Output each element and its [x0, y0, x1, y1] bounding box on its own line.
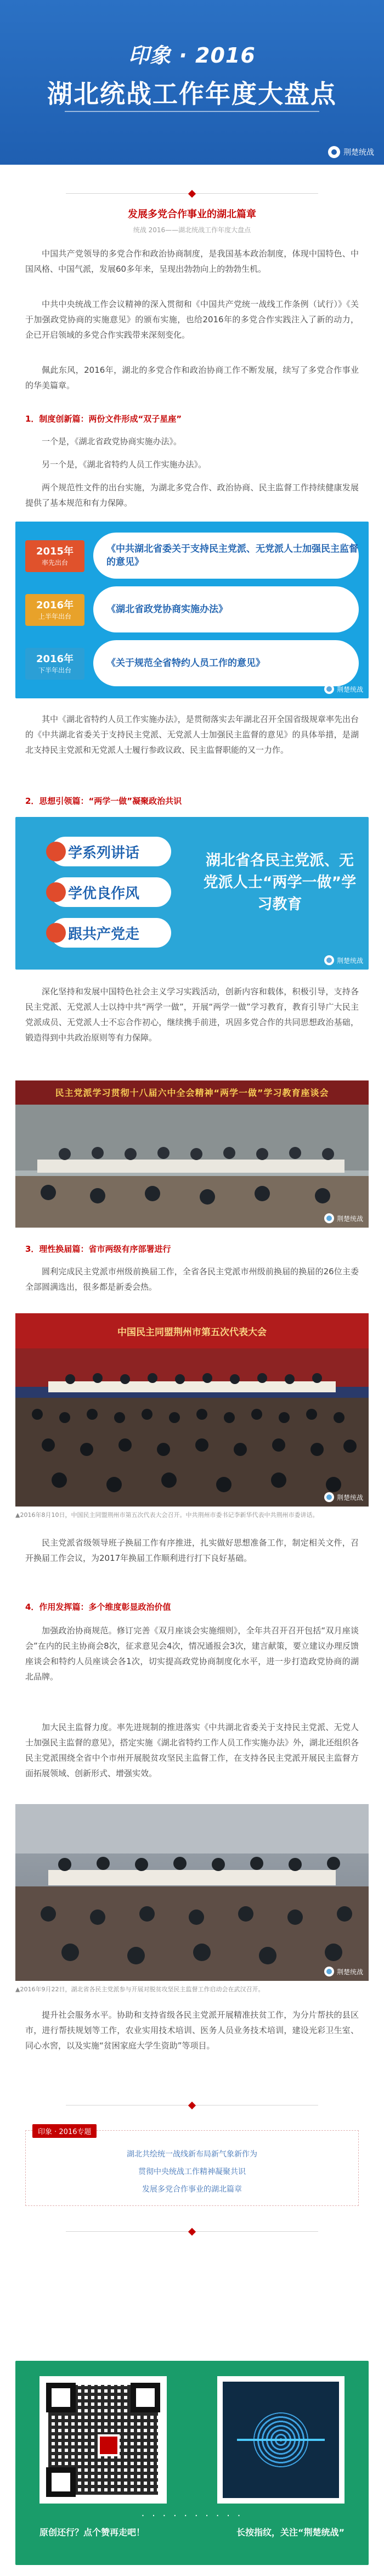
hall-banner: 中国民主同盟荆州市第五次代表大会 — [15, 1313, 369, 1348]
related-link-2[interactable]: 贯彻中央统战工作精神凝聚共识 — [138, 2168, 246, 2176]
related-link-3[interactable]: 发展多党合作事业的湖北篇章 — [142, 2185, 242, 2194]
meeting-scene — [15, 1804, 369, 1981]
image-badge: 荆楚统战 — [324, 1492, 363, 1502]
section-label-1: 1．制度创新篇：两份文件形成“双子星座” — [25, 414, 182, 424]
paragraph-preparation: 民主党派省级领导班子换届工作有序推进，扎实做好思想准备工作，制定相关文件，召开换届工作会议，为2017年换届工作顺利进行打下良好基础。 — [25, 1538, 359, 1563]
qr-code[interactable] — [39, 2376, 167, 2504]
related-header: 印象 · 2016专题 — [32, 2124, 97, 2138]
bullet-icon — [46, 842, 66, 861]
paragraph-consultation: 加强政治协商规范。修订完善《双月座谈会实施细则》，全年共召开召开包括“双月座谈会”在内的民主协商会8次，征求意见会4次，情况通报会3次，建言献策，要立建议办理反馈座谈会和特约人员座谈会各1次，切实提高政党协商制度化水平，进一步打造政党协商的湖北品牌。 — [25, 1626, 359, 1682]
timeline-row — [25, 640, 359, 686]
paragraph-election: 圆利完成民主党派市州级前换届工作，全省各民主党派市州级前换届的换届的26位主委全部圆满选出，很多都是新委会热。 — [25, 1267, 359, 1292]
wechat-icon — [324, 955, 334, 965]
paragraph-summary: 佩此东风，2016年，湖北的多党合作和政治协商工作不断发展，续写了多党合作事业的华美篇章。 — [25, 365, 359, 390]
study-pill: 学系列讲话 — [50, 837, 171, 866]
wechat-icon — [324, 1492, 334, 1502]
timeline-image — [15, 522, 369, 698]
article-meta: 统战 2016——湖北统战工作年度大盘点 — [133, 226, 251, 234]
image-badge: 荆楚统战 — [324, 1213, 363, 1223]
hero-banner — [0, 0, 384, 165]
section-label-2: 2．思想引领篇：“两学一做”凝聚政治共识 — [25, 796, 182, 806]
paragraph-supervision: 加大民主监督力度。率先进规制的推进落实《中共湖北省委关于支持民主党派、无党人士加强民主监督的意见》，搭定实施《湖北省特约工作人员工作实施办法》外，湖北还组织各民主党派围绕全省中个市州开展脱贫攻坚民主监督工作，在支持各民主党派开展民主监督方面拓展领域、创新形式、增强实效。 — [25, 1722, 359, 1778]
hall-scene — [15, 1348, 369, 1507]
footer-banner — [15, 2361, 369, 2565]
paragraph-intro: 中国共产党领导的多党合作和政治协商制度，是我国基本政治制度，体现中国特色、中国风格、中国气派，发展60多年来，呈现出勃勃向上的勃勃生机。 — [25, 249, 359, 274]
timeline-document: 《湖北省政党协商实施办法》 — [93, 586, 359, 632]
paragraph-documents: 两个规范性文件的出台实施，为湖北多党合作、政治协商、民主监督工作持续健康发展提供了基本规范和有力保障。 — [25, 483, 359, 508]
hero-title: 湖北统战工作年度大盘点 — [47, 79, 337, 109]
bullet-icon — [46, 882, 66, 902]
stage-banner: 民主党派学习贯彻十八届六中全会精神“两学一做”学习教育座谈会 — [15, 1080, 369, 1105]
wechat-icon — [328, 146, 340, 158]
footer-dots: · · · · · · · · · · — [141, 2510, 243, 2522]
meeting-scene — [15, 1105, 369, 1228]
caption-congress: ▲2016年8月10日，中国民主同盟荆州市第五次代表大会召开。中共荆州市委书记李新华代表中共荆州市委讲话。 — [15, 1511, 319, 1519]
paragraph-implementation: 其中《湖北省特约人员工作实施办法》，是贯彻落实去年湖北召开全国省级规章率先出台的《中共湖北省委关于支持民主党派、无党派人士加强民主监督的意见》的具体举措，是湖北支持民主党派和无党派人士履行参政议政、民主监督职能的又一力作。 — [25, 714, 359, 755]
image-badge: 荆楚统战 — [324, 1967, 363, 1976]
footer-rule — [66, 2229, 318, 2235]
hero-eyebrow: 印象 · 2016 — [128, 43, 256, 68]
hero-divider — [65, 111, 319, 112]
study-image — [15, 817, 369, 970]
document-2: 另一个是，《湖北省特约人员工作实施办法》。 — [42, 460, 207, 469]
meeting-photo-2 — [15, 1804, 369, 1981]
qr-logo-icon — [98, 2434, 120, 2456]
wechat-icon — [324, 1967, 334, 1976]
section-label-3: 3．理性换届篇：省市两级有序部署进行 — [25, 1244, 171, 1254]
timeline-year-tab: 2016年 上半年出台 — [25, 594, 84, 626]
related-topics — [25, 2130, 359, 2206]
bullet-icon — [46, 923, 66, 943]
title-rule — [66, 191, 318, 197]
fingerprint-scanner[interactable] — [217, 2376, 345, 2504]
document-1: 一个是，《湖北省政党协商实施办法》。 — [42, 436, 182, 446]
meeting-photo-1 — [15, 1080, 369, 1228]
timeline-document: 《中共湖北省委关于支持民主党派、无党派人士加强民主监督的意见》 — [93, 533, 359, 579]
footer-like-prompt: 原创还行？点个赞再走吧！ — [39, 2527, 145, 2538]
image-badge: 荆楚统战 — [324, 955, 363, 965]
footer-follow-prompt: 长按指纹，关注“荆楚统战” — [236, 2527, 345, 2538]
article-title: 发展多党合作事业的湖北篇章 — [128, 209, 256, 220]
timeline-document: 《关于规范全省特约人员工作的意见》 — [93, 640, 359, 686]
paragraph-study: 深化坚持和发展中国特色社会主义学习实践活动，创新内容和载体，积极引导，支持各民主党派、无党派人士以持中共“两学一做”，开展“两学一做”学习教育，教育引导广大民主党派成员、无党派人士不忘合作初心，继续携手前进，巩固多党合作的共同思想政治基础，锻造得到中共政治原则等有力保障。 — [25, 987, 359, 1043]
paragraph-service: 提升社会服务水平。协助和支持省级各民主党派开展精准扶贫工作，为分片帮扶的县区市，进行帮扶规划等工作，农业实用技术培训、医务人员业务技术培训，建设光彩卫生室、同心水窖，以及实施“贫困家庭大学生资助”等项目。 — [25, 2010, 359, 2051]
paragraph-context: 中共中央统战工作会议精神的深入贯彻和《中国共产党统一战线工作条例（试行）》《关于加强政党协商的实施意见》的颁布实施，也给2016年的多党合作实践注入了新的动力，企已开启领域的多党合作实践带来深刻变化。 — [25, 299, 359, 340]
timeline-year-tab: 2016年 下半年出台 — [25, 648, 84, 680]
study-pill: 跟共产党走 — [50, 918, 171, 948]
study-pill: 学优良作风 — [50, 877, 171, 907]
timeline-year-tab: 2015年 率先出台 — [25, 540, 84, 572]
timeline-row — [25, 533, 359, 579]
study-title: 湖北省各民主党派、无党派人士“两学一做”学习教育 — [203, 852, 357, 913]
related-link-1[interactable]: 湖北共绘统一战线新布局新气象新作为 — [127, 2150, 257, 2159]
caption-supervision: ▲2016年9月22日，湖北省各民主党派参与开展对脱贫攻坚民主监督工作启动会在武汉召开。 — [15, 1986, 264, 1993]
congress-photo — [15, 1313, 369, 1507]
wechat-icon — [324, 1213, 334, 1223]
timeline-row — [25, 586, 359, 632]
section-label-4: 4．作用发挥篇：多个维度彰显政治价值 — [25, 1602, 171, 1612]
hero-badge-label: 荆楚统战 — [343, 148, 374, 157]
image-badge: 荆楚统战 — [324, 684, 363, 694]
section-rule — [66, 2103, 318, 2108]
hero-badge — [328, 146, 374, 158]
wechat-icon — [324, 684, 334, 694]
